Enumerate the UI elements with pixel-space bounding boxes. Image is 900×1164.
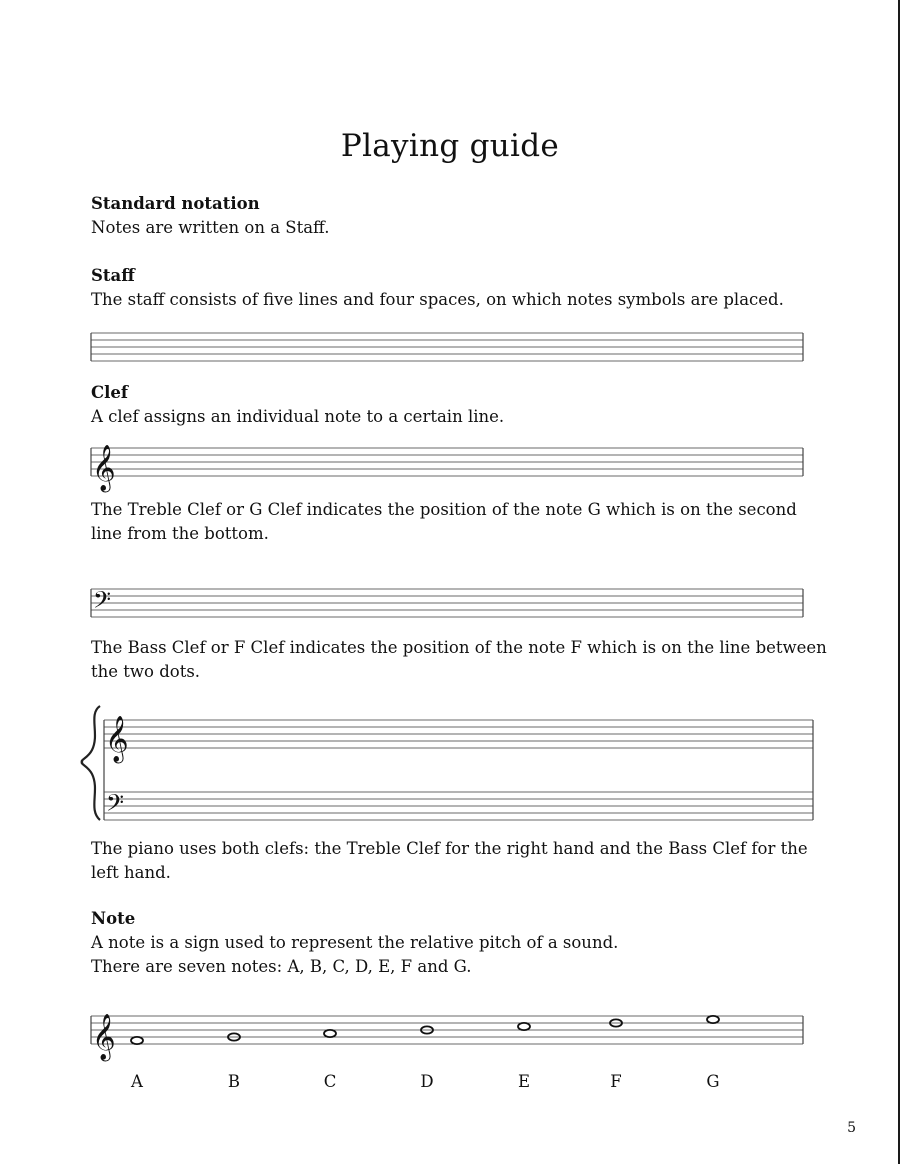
note-label-c: C	[323, 1072, 337, 1091]
empty-staff	[0, 330, 900, 364]
clef-text: A clef assigns an individual note to a certain line.	[91, 407, 505, 426]
treble-clef-icon: 𝄞	[92, 445, 116, 491]
note-label-d: D	[420, 1072, 434, 1091]
page-number: 5	[847, 1120, 856, 1136]
bass-clef-text: The Bass Clef or F Clef indicates the position of the note F which is on the line between the two dots.	[91, 638, 827, 681]
notes-staff	[0, 1000, 900, 1060]
clef-heading: Clef	[91, 383, 128, 402]
treble-clef-text: The Treble Clef or G Clef indicates the position of the note G which is on the second line from the bottom.	[91, 500, 797, 543]
bass-staff	[0, 585, 900, 625]
note-text-1: A note is a sign used to represent the relative pitch of a sound.	[91, 933, 619, 952]
brace-icon	[82, 706, 100, 820]
treble-staff	[0, 440, 900, 490]
note-label-f: F	[610, 1072, 622, 1091]
bass-clef-icon: 𝄢	[93, 586, 112, 619]
treble-clef-icon: 𝄞	[92, 1014, 116, 1060]
note-label-e: E	[517, 1072, 531, 1091]
staff-heading: Staff	[91, 266, 135, 285]
note-text-2: There are seven notes: A, B, C, D, E, F and G.	[91, 957, 472, 976]
page-title: Playing guide	[340, 128, 560, 164]
note-label-b: B	[227, 1072, 241, 1091]
bass-clef-icon: 𝄢	[106, 789, 125, 822]
whole-note-g	[707, 1016, 719, 1023]
note-heading: Note	[91, 909, 136, 928]
grand-staff	[0, 700, 900, 830]
standard-notation-text: Notes are written on a Staff.	[91, 218, 330, 237]
note-label-g: G	[706, 1072, 720, 1091]
note-label-a: A	[131, 1072, 143, 1091]
staff-text: The staff consists of five lines and four spaces, on which notes symbols are placed.	[91, 290, 784, 309]
whole-note-e	[518, 1023, 530, 1030]
whole-note-a	[131, 1037, 143, 1044]
whole-note-c	[324, 1030, 336, 1037]
treble-clef-icon: 𝄞	[105, 716, 129, 762]
standard-notation-heading: Standard notation	[91, 194, 260, 213]
piano-clefs-text: The piano uses both clefs: the Treble Clef for the right hand and the Bass Clef for the left hand.	[91, 839, 808, 882]
